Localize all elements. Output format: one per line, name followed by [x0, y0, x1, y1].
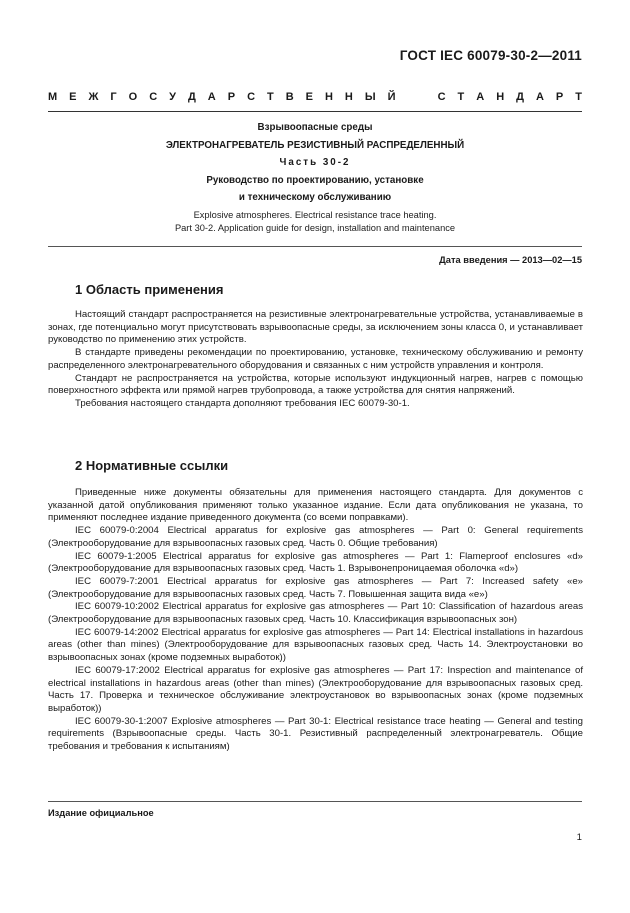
section-1-body — [48, 309, 583, 411]
standard-type-letter — [408, 91, 411, 103]
english-title-line-1: Explosive atmospheres. Electrical resistance trace heating. — [193, 210, 437, 220]
reference-item: IEC 60079-30-1:2007 Explosive atmospheres — Part 30-1: Electrical resistance trace heating — General and testing requirements (Взрывоопасные среды. Часть 30-1. Резистивный распределенный электронагреватель. Общие требования и требования к испытаниям) — [48, 715, 583, 753]
header-rule — [48, 111, 582, 112]
standard-type-letter: Р — [555, 91, 564, 103]
english-title — [48, 209, 582, 235]
standard-type-letter: Д — [187, 91, 196, 103]
reference-item: IEC 60079-7:2001 Electrical apparatus for explosive gas atmospheres — Part 7: Increased safety «e» (Электрооборудование для взрывоопасных газовых сред. Часть 7. Повышенная защита вида «e») — [48, 575, 583, 600]
standard-type-letter: Р — [227, 91, 236, 103]
reference-item: IEC 60079-14:2002 Electrical apparatus for explosive gas atmospheres — Part 14: Electrical installations in hazardous areas (other than mines) (Электрооборудование для взрывоопасных газовых сред. Часть 14. Электроустановки во взрывоопасных зонах (кроме подземных выработок)) — [48, 626, 583, 664]
standard-type-letter: Ы — [364, 91, 376, 103]
title-line-2: ЭЛЕКТРОНАГРЕВАТЕЛЬ РЕЗИСТИВНЫЙ РАСПРЕДЕЛЕННЫЙ — [165, 139, 465, 151]
standard-type-letter: С — [149, 91, 158, 103]
section-2-title: 2 Нормативные ссылки — [75, 458, 229, 473]
standard-type-letter: Н — [324, 91, 333, 103]
standard-type-heading — [48, 91, 582, 103]
footer-rule — [48, 801, 582, 802]
paragraph: Настоящий стандарт распространяется на резистивные электронагревательные устройства, устанавливаемые в зонах, где потенциально могут присутствовать взрывоопасные среды, за исключением зоны класса 0, и устанавливает руководство по применению этих устройств. — [48, 309, 583, 346]
standard-type-letter: Т — [575, 91, 582, 103]
paragraph: Стандарт не распространяется на устройства, которые используют индукционный нагрев, нагрев с помощью поверхностного эффекта или прямой нагрев трубопровода, а также устройства для снятия напряжений. — [48, 372, 583, 397]
section-1-title: 1 Область применения — [75, 282, 224, 297]
page-number: 1 — [576, 832, 582, 843]
reference-item: IEC 60079-17:2002 Electrical apparatus for explosive gas atmospheres — Part 17: Inspection and maintenance of electrical installations in hazardous areas (other than mines) (Электрооборудование для взрывоопасных газовых сред. Часть 17. Проверка и техническое обслуживание электроустановок во взрывоопасных зонах (кроме подземных выработок)) — [48, 664, 583, 714]
introduction-date: Дата введения — 2013—02—15 — [439, 255, 582, 265]
standard-type-letter: А — [476, 91, 485, 103]
standard-type-letter: Н — [496, 91, 505, 103]
title-line-1: Взрывоопасные среды — [257, 122, 373, 133]
title-rule — [48, 246, 582, 247]
standard-type-letter: Е — [305, 91, 313, 103]
standard-type-letter: Н — [344, 91, 353, 103]
standard-type-letter: А — [535, 91, 544, 103]
standard-type-letter: С — [437, 91, 446, 103]
paragraph: В стандарте приведены рекомендации по проектированию, установке, техническому обслуживанию и ремонту распределенного электронагревательного оборудования и связанных с ним устройств управления и контроля. — [48, 347, 583, 371]
standard-type-letter: С — [247, 91, 256, 103]
standard-type-letter: А — [207, 91, 216, 103]
standard-code: ГОСТ IEC 60079-30-2—2011 — [399, 48, 582, 63]
standard-type-letter: В — [285, 91, 294, 103]
paragraph: Приведенные ниже документы обязательны для применения настоящего стандарта. Для документов с указанной датой опубликования применяют только указанное издание. Если дата опубликования не указана, то применяют последнее издание приведенного документа (со всеми поправками). — [48, 487, 583, 524]
title-part: Часть 30-2 — [279, 157, 351, 168]
english-title-line-2: Part 30-2. Application guide for design, installation and maintenance — [174, 223, 456, 233]
standard-type-letter: Й — [387, 91, 396, 103]
standard-type-letter: Д — [516, 91, 524, 103]
edition-label: Издание официальное — [48, 808, 154, 818]
reference-item: IEC 60079-10:2002 Electrical apparatus for explosive gas atmospheres — Part 10: Classification of hazardous areas (Электрооборудование для взрывоопасных газовых сред. Часть 10. Классификация взрывоопасных зон) — [48, 601, 583, 626]
standard-type-letter: О — [128, 91, 138, 103]
standard-type-letter: Г — [110, 91, 117, 103]
standard-type-letter: У — [169, 91, 176, 103]
standard-type-letter: Т — [457, 91, 465, 103]
reference-item: IEC 60079-1:2005 Electrical apparatus for explosive gas atmospheres — Part 1: Flameproof enclosures «d» (Электрооборудование для взрывоопасных газовых сред. Часть 1. Взрывонепроницаемая оболочка «d») — [48, 550, 583, 575]
title-block — [48, 119, 582, 207]
title-line-5: и техническому обслуживанию — [238, 192, 392, 203]
standard-type-letter: Е — [69, 91, 77, 103]
reference-item: IEC 60079-0:2004 Electrical apparatus for explosive gas atmospheres — Part 0: General requirements (Электрооборудование для взрывоопасных газовых сред. Часть 0. Общие требования) — [48, 525, 583, 549]
standard-type-letter: Ж — [88, 91, 99, 103]
standard-type-letter: Т — [267, 91, 274, 103]
title-line-4: Руководство по проектированию, установке — [206, 174, 424, 186]
section-2-body — [48, 487, 583, 754]
paragraph: Требования настоящего стандарта дополняют требования IEC 60079-30-1. — [75, 397, 410, 409]
standard-type-letter — [423, 91, 426, 103]
standard-type-letter: М — [48, 91, 58, 103]
